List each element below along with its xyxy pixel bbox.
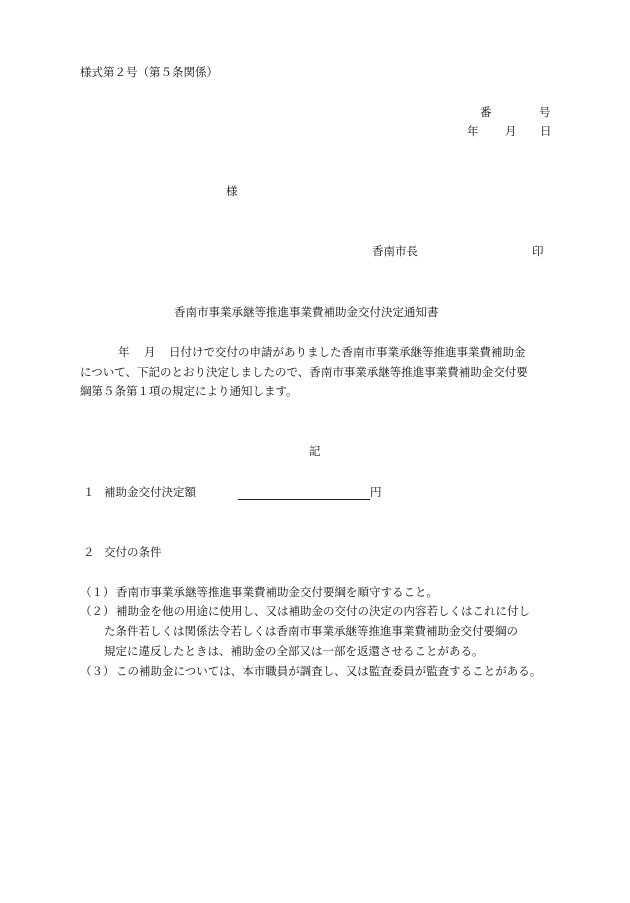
- issuer-seal: 印: [532, 244, 544, 258]
- document-title: 香南市事業承継等推進事業費補助金交付決定通知書: [174, 305, 439, 319]
- date-month-label: 月: [505, 124, 517, 138]
- amount-field: [238, 487, 382, 500]
- item2-number: ２: [83, 545, 95, 559]
- number-label: 番: [480, 105, 492, 119]
- condition-2-line-1: 補助金を他の用途に使用し、又は補助金の交付の決定の内容若しくはこれに付し: [116, 604, 530, 618]
- body-line-1: 日付けで交付の申請がありました香南市事業承継等推進事業費補助金: [169, 345, 526, 359]
- issuer-name: 香南市長: [372, 244, 418, 258]
- condition-1-text: 香南市事業承継等推進事業費補助金交付要綱を順守すること。: [116, 585, 438, 599]
- amount-unit: 円: [370, 485, 382, 499]
- condition-3-number: （３）: [80, 664, 115, 678]
- condition-2-line-2: た条件若しくは関係法令若しくは香南市事業承継等推進事業費補助金交付要綱の: [104, 624, 518, 638]
- date-day-label: 日: [540, 124, 552, 138]
- item1-label: 補助金交付決定額: [104, 485, 196, 499]
- go-label: 号: [539, 105, 551, 119]
- amount-blank-line: [238, 487, 370, 500]
- date-year-label: 年: [467, 124, 479, 138]
- body-month-label: 月: [144, 345, 156, 359]
- form-number: 様式第２号（第５条関係）: [80, 65, 218, 79]
- item2-label: 交付の条件: [104, 545, 162, 559]
- body-line-2: について、下記のとおり決定しましたので、香南市事業承継等推進事業費補助金交付要: [80, 365, 528, 379]
- body-year-label: 年: [118, 345, 130, 359]
- body-line-3: 綱第５条第１項の規定により通知します。: [80, 384, 298, 398]
- item1-number: １: [83, 485, 95, 499]
- condition-1-number: （１）: [80, 585, 115, 599]
- addressee-sama: 様: [226, 184, 238, 198]
- ki-heading: 記: [309, 444, 321, 458]
- condition-3-text: この補助金については、本市職員が調査し、又は監査委員が監査することがある。: [116, 664, 542, 678]
- condition-2-number: （２）: [80, 604, 115, 618]
- condition-2-line-3: 規定に違反したときは、補助金の全部又は一部を返還させることがある。: [104, 644, 484, 658]
